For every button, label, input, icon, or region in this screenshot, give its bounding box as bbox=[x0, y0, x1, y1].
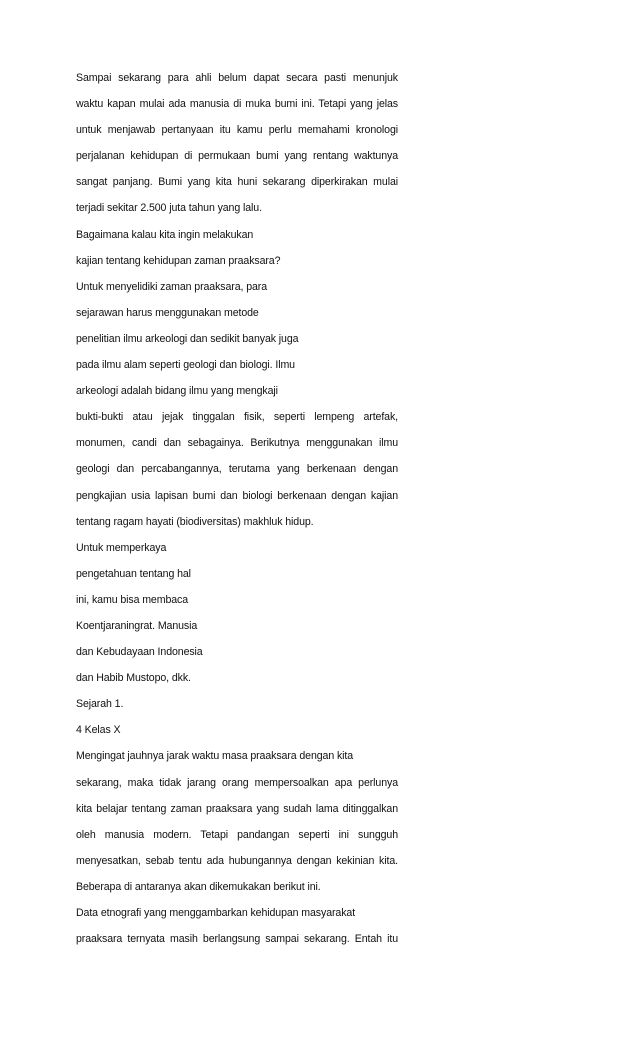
text-line: 4 Kelas X bbox=[76, 724, 121, 737]
document-page bbox=[76, 72, 406, 959]
text-line: Untuk memperkaya bbox=[76, 541, 167, 554]
text-line: ini, kamu bisa membaca bbox=[76, 593, 189, 606]
text-line: tentang ragam hayati (biodiversitas) makhluk hidup. bbox=[76, 515, 314, 528]
text-line: kajian tentang kehidupan zaman praaksara? bbox=[76, 254, 281, 267]
text-line: dan Kebudayaan Indonesia bbox=[76, 646, 203, 659]
text-line: geologi dan percabangannya, terutama yang berkenaan dengan bbox=[76, 463, 398, 476]
text-line: praaksara ternyata masih berlangsung sampai sekarang. Entah itu bbox=[76, 933, 398, 946]
text-line: dan Habib Mustopo, dkk. bbox=[76, 672, 191, 685]
text-line: Koentjaraningrat. Manusia bbox=[76, 619, 198, 632]
text-line: pengetahuan tentang hal bbox=[76, 567, 191, 580]
text-line: perjalanan kehidupan di permukaan bumi yang rentang waktunya bbox=[76, 150, 398, 163]
text-line: Untuk menyelidiki zaman praaksara, para bbox=[76, 280, 267, 293]
text-line: Data etnografi yang menggambarkan kehidupan masyarakat bbox=[76, 907, 356, 919]
text-line: sangat panjang. Bumi yang kita huni sekarang diperkirakan mulai bbox=[76, 176, 398, 189]
text-line: menyesatkan, sebab tentu ada hubungannya dengan kekinian kita. bbox=[76, 854, 398, 867]
text-line: terjadi sekitar 2.500 juta tahun yang lalu. bbox=[76, 202, 262, 215]
text-line: pada ilmu alam seperti geologi dan biologi. Ilmu bbox=[76, 359, 295, 372]
text-line: waktu kapan mulai ada manusia di muka bumi ini. Tetapi yang jelas bbox=[76, 98, 398, 111]
text-line: Beberapa di antaranya akan dikemukakan berikut ini. bbox=[76, 880, 321, 893]
text-line: Mengingat jauhnya jarak waktu masa praaksara dengan kita bbox=[76, 750, 354, 763]
text-line: penelitian ilmu arkeologi dan sedikit banyak juga bbox=[76, 332, 299, 345]
text-line: monumen, candi dan sebagainya. Berikutnya menggunakan ilmu bbox=[76, 437, 398, 450]
text-line: bukti-bukti atau jejak tinggalan fisik, seperti lempeng artefak, bbox=[76, 411, 398, 424]
text-line: Sampai sekarang para ahli belum dapat secara pasti menunjuk bbox=[76, 72, 398, 84]
text-line: Bagaimana kalau kita ingin melakukan bbox=[76, 228, 254, 241]
text-line: untuk menjawab pertanyaan itu kamu perlu memahami kronologi bbox=[76, 124, 398, 137]
text-line: arkeologi adalah bidang ilmu yang mengkaji bbox=[76, 385, 278, 398]
text-line: oleh manusia modern. Tetapi pandangan seperti ini sungguh bbox=[76, 828, 398, 841]
text-line: Sejarah 1. bbox=[76, 698, 124, 711]
text-line: sekarang, maka tidak jarang orang mempersoalkan apa perlunya bbox=[76, 776, 398, 789]
text-line: pengkajian usia lapisan bumi dan biologi berkenaan dengan kajian bbox=[76, 489, 398, 502]
text-line: kita belajar tentang zaman praaksara yang sudah lama ditinggalkan bbox=[76, 802, 398, 815]
text-line: sejarawan harus menggunakan metode bbox=[76, 306, 259, 319]
